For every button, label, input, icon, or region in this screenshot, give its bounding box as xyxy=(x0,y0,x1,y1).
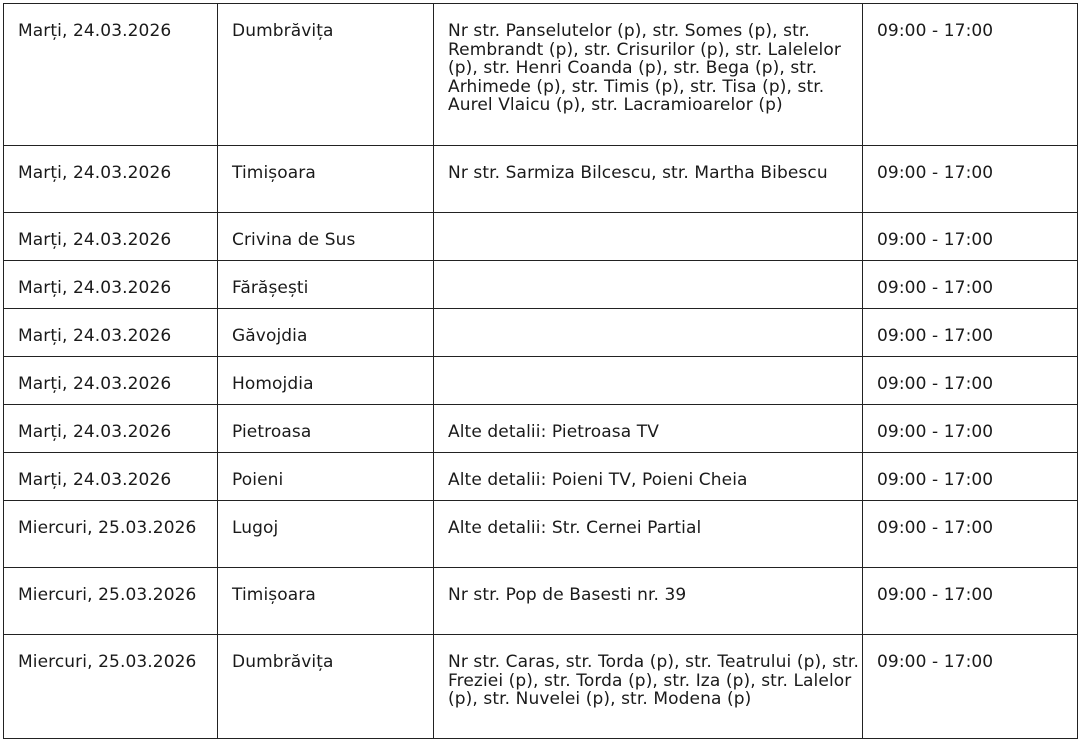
date-text: Marți, 24.03.2026 xyxy=(18,278,172,298)
locality-cell xyxy=(218,568,434,635)
interval-text: 09:00 - 17:00 xyxy=(877,470,994,490)
details-cell xyxy=(434,501,863,568)
locality-cell xyxy=(218,453,434,501)
interval-cell xyxy=(863,635,1078,739)
table-row xyxy=(4,146,1078,213)
details-cell xyxy=(434,213,863,261)
details-text: Nr str. Caras, str. Torda (p), str. Teatrului (p), str. Freziei (p), str. Torda (p), str. Iza (p), str. Lalelor (p), str. Nuvelei (p), str. Modena (p) xyxy=(448,652,859,709)
locality-text: Crivina de Sus xyxy=(232,230,356,250)
date-text: Marți, 24.03.2026 xyxy=(18,230,172,250)
locality-text: Dumbrăvița xyxy=(232,652,334,672)
locality-text: Poieni xyxy=(232,470,284,490)
details-text: Alte detalii: Str. Cernei Partial xyxy=(448,518,702,538)
locality-cell xyxy=(218,357,434,405)
interval-cell xyxy=(863,405,1078,453)
date-cell xyxy=(4,501,218,568)
details-cell xyxy=(434,309,863,357)
date-cell xyxy=(4,635,218,739)
locality-cell xyxy=(218,4,434,146)
interval-text: 09:00 - 17:00 xyxy=(877,518,994,538)
details-text xyxy=(448,309,862,327)
table-row xyxy=(4,261,1078,309)
table-row xyxy=(4,309,1078,357)
interval-text: 09:00 - 17:00 xyxy=(877,585,994,605)
table-row xyxy=(4,635,1078,739)
table-row xyxy=(4,4,1078,146)
details-cell xyxy=(434,568,863,635)
details-text: Nr str. Pop de Basesti nr. 39 xyxy=(448,585,687,605)
interval-text: 09:00 - 17:00 xyxy=(877,163,994,183)
details-text: Alte detalii: Pietroasa TV xyxy=(448,422,659,442)
details-text xyxy=(448,261,862,279)
locality-cell xyxy=(218,405,434,453)
date-text: Miercuri, 25.03.2026 xyxy=(18,652,197,672)
locality-text: Dumbrăvița xyxy=(232,21,334,41)
date-text: Marți, 24.03.2026 xyxy=(18,326,172,346)
details-text xyxy=(448,357,862,375)
date-cell xyxy=(4,213,218,261)
locality-text: Pietroasa xyxy=(232,422,312,442)
locality-text: Găvojdia xyxy=(232,326,308,346)
date-text: Miercuri, 25.03.2026 xyxy=(18,518,197,538)
table-row xyxy=(4,501,1078,568)
locality-cell xyxy=(218,213,434,261)
interval-text: 09:00 - 17:00 xyxy=(877,652,994,672)
details-cell xyxy=(434,146,863,213)
date-text: Marți, 24.03.2026 xyxy=(18,470,172,490)
locality-cell xyxy=(218,309,434,357)
locality-cell xyxy=(218,501,434,568)
date-cell xyxy=(4,146,218,213)
locality-cell xyxy=(218,261,434,309)
interval-text: 09:00 - 17:00 xyxy=(877,278,994,298)
interval-cell xyxy=(863,501,1078,568)
details-cell xyxy=(434,357,863,405)
locality-cell xyxy=(218,635,434,739)
details-cell xyxy=(434,261,863,309)
table-row xyxy=(4,357,1078,405)
date-text: Marți, 24.03.2026 xyxy=(18,21,172,41)
interval-text: 09:00 - 17:00 xyxy=(877,422,994,442)
details-text: Nr str. Panselutelor (p), str. Somes (p), str. Rembrandt (p), str. Crisurilor (p), str. Lalelelor (p), str. Henri Coanda (p), str. Bega (p), str. Arhimede (p), str. Timis (p), str. Tisa (p), str. Aurel Vlaicu (p), str. Lacramioarelor (p) xyxy=(448,21,841,115)
interval-cell xyxy=(863,453,1078,501)
details-cell xyxy=(434,4,863,146)
date-text: Marți, 24.03.2026 xyxy=(18,422,172,442)
details-cell xyxy=(434,453,863,501)
locality-text: Lugoj xyxy=(232,518,279,538)
date-cell xyxy=(4,309,218,357)
interval-text: 09:00 - 17:00 xyxy=(877,21,994,41)
interval-cell xyxy=(863,568,1078,635)
locality-text: Timișoara xyxy=(232,585,316,605)
details-text: Alte detalii: Poieni TV, Poieni Cheia xyxy=(448,470,748,490)
details-text xyxy=(448,213,862,231)
date-cell xyxy=(4,568,218,635)
locality-text: Fărășești xyxy=(232,278,309,298)
table-row xyxy=(4,213,1078,261)
date-text: Marți, 24.03.2026 xyxy=(18,163,172,183)
interval-cell xyxy=(863,261,1078,309)
date-text: Marți, 24.03.2026 xyxy=(18,374,172,394)
interval-cell xyxy=(863,146,1078,213)
date-cell xyxy=(4,453,218,501)
table-row xyxy=(4,568,1078,635)
locality-cell xyxy=(218,146,434,213)
interval-text: 09:00 - 17:00 xyxy=(877,230,994,250)
table-row xyxy=(4,405,1078,453)
details-text: Nr str. Sarmiza Bilcescu, str. Martha Bibescu xyxy=(448,163,828,183)
outage-schedule-table xyxy=(3,3,1078,739)
details-cell xyxy=(434,405,863,453)
interval-cell xyxy=(863,213,1078,261)
date-cell xyxy=(4,261,218,309)
date-cell xyxy=(4,4,218,146)
interval-cell xyxy=(863,4,1078,146)
details-cell xyxy=(434,635,863,739)
date-cell xyxy=(4,357,218,405)
table-row xyxy=(4,453,1078,501)
interval-cell xyxy=(863,357,1078,405)
date-text: Miercuri, 25.03.2026 xyxy=(18,585,197,605)
locality-text: Homojdia xyxy=(232,374,314,394)
locality-text: Timișoara xyxy=(232,163,316,183)
interval-text: 09:00 - 17:00 xyxy=(877,374,994,394)
date-cell xyxy=(4,405,218,453)
interval-text: 09:00 - 17:00 xyxy=(877,326,994,346)
interval-cell xyxy=(863,309,1078,357)
